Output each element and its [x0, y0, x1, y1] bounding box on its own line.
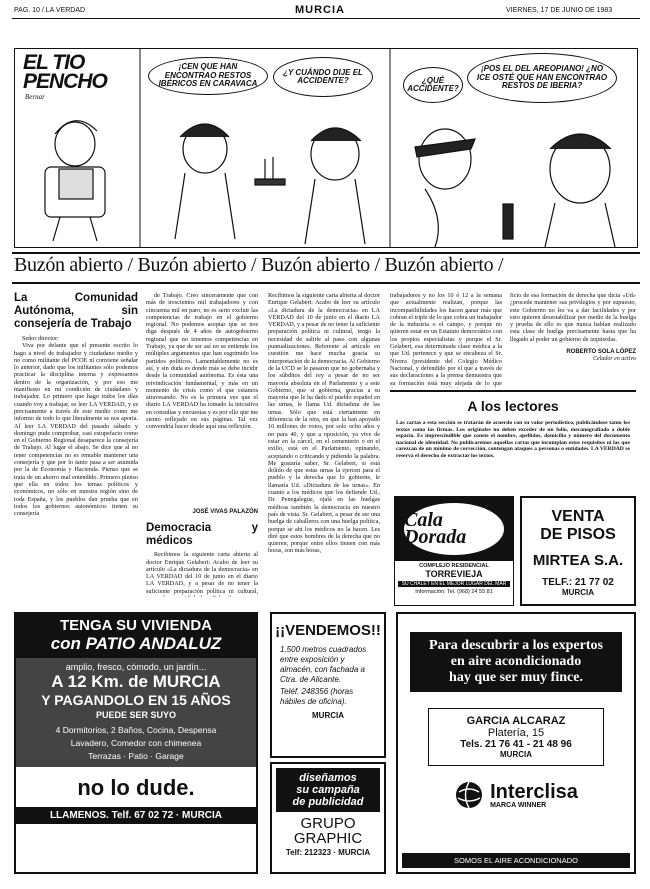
ad-grupo-name1: GRUPO: [300, 815, 356, 832]
comic-boy-figure: [45, 121, 105, 241]
letter2-column3: [268, 292, 380, 597]
ad-vivienda-line4: PUEDE SER SUYO: [95, 710, 177, 720]
ad-aire-street: Platería, 15: [487, 727, 545, 739]
letter2-body-col5: ficio de esa formación de derecha que dicta «Ud» ¿procede mantener sus privilegios y por supuesto, este Gobierno no les va a dar facilidades y por esto quieren desestabilizar por medio de la huelga y prueba de ello es que nunca habían realizado esta clase de huelga precisamente hasta que ha llegado al poder un gobierno de izquierdas.: [510, 292, 636, 343]
speech-bubble-4: ¡POS EL DEL AREOPIANO! ¿NO ICE OSTÉ QUE HAN ENCONTRAO RESTOS DE IBERIA?: [467, 53, 617, 103]
comic-title-line1: EL TIO: [23, 51, 85, 74]
globe-icon: [454, 780, 484, 810]
ad-vivienda-title1: TENGA SU VIVIENDA: [16, 614, 256, 634]
lectores-box: [390, 390, 636, 488]
ad-aire: [396, 612, 636, 874]
ad-vendemos-tel: Teléf. 248356 (horas hábiles de oficina).: [280, 687, 354, 706]
comic-strip: [14, 48, 638, 248]
speech-bubble-2: ¿Y CUÁNDO DIJE EL ACCIDENTE?: [273, 57, 373, 97]
speech-bubble-3: ¿QUÉ ACCIDENTE?: [403, 67, 463, 103]
ad-aire-brand-block: [490, 782, 578, 809]
ad-mirtea: [520, 496, 636, 606]
letter2-body-start: Recibimos la siguiente carta abierta al doctor Enrique Gelabert: Acabo de leer su artículo «La dictadura de la democracia» en LA VERDAD del 10 de junio en el diario LA VERDAD, y a pesar de no tener la suficiente preparación política ni cultural,: [146, 551, 258, 595]
ad-vivienda-title2: con PATIO ANDALUZ: [16, 634, 256, 658]
lectores-text: Las cartas a esta sección se tratarán de acuerdo con su valor periodístico, publicándose tanto los textos como las firmas. Los originales no deben exceder de un folio, mecanografiado a doble espacio. Es imprescindible que conste el nombre, apellidos, domicilio y número del documento nacional de identidad. No publicaremos aquellas cartas que incumplan estos requisitos ni las que carezcan de un mínimo de corrección, contengan ataques a personas o entidades. LA VERDAD se reserva el derecho de extractar los textos.: [396, 420, 630, 459]
letter1-headline: La Comunidad Autónoma, sin consejería de Trabajo: [14, 292, 138, 330]
ad-grupo-tag: [276, 768, 380, 812]
comic-title-line2: PENCHO: [23, 70, 107, 93]
ad-aire-title3: hay que ser muy fince.: [449, 670, 583, 685]
ad-aire-brand-row: [398, 780, 634, 810]
letter1-column2: [146, 292, 258, 597]
section-banner: Buzón abierto / Buzón abierto / Buzón abierto / Buzón abierto /: [14, 254, 504, 276]
ad-grupo-graphic: [270, 762, 386, 874]
lectores-title: A los lectores: [467, 398, 559, 414]
comic-panel3-figures: [415, 129, 615, 247]
letter1-body-part2: de Trabajo. Creo sinceramente que con más de trescientos mil trabajadores y con cincuenta mil en paro, no es serio excluir las competencias de trabajo en el gobierno regional. No podemos aceptar que se nos diga después de 4 años de autogobierno regional que no tenemos competencias en Trabajo, ya que de ser así no se entiende los múltiples argumentos que han esgrimido los partidos políticos. Lamentablemente no es así, y sin duda es donde más se debe incidir desde la comunidad autónoma. Es ésta una reivindicación fundamental, y más en un momento de crisis como el que estamos atravesando. No es la primera vez que el diario LA VERDAD ha tomado la iniciativa en consultas y encuestas y es por ello que me siento reflejado en sus páginas. Tal vez convendría hacer desde aquí una reflexión.: [146, 292, 258, 431]
ad-vivienda: [14, 612, 258, 874]
letter1-signature: JOSÉ VIVAS PALAZÓN: [192, 509, 258, 515]
ad-aire-footer: SOMOS EL AIRE ACONDICIONADO: [402, 853, 630, 868]
ad-vendemos: [270, 612, 386, 758]
ad-vivienda-body: [16, 658, 256, 767]
ad-aire-title2: en aire acondicionado: [450, 654, 582, 669]
ad-aire-brand: Interclisa: [490, 780, 578, 803]
ad-aire-tel: Tels. 21 76 41 - 21 48 96: [460, 739, 572, 750]
ad-grupo-tag2: su campaña: [296, 784, 360, 796]
letter2-headline: Democracia y médicos: [146, 522, 258, 548]
letter2-body-col4: trabajadores y no los 10 ó 12 a la semana que actualmente realizan, porque las incompatibilidades los hacen ganar más que cobran el triple de lo que cobra un trabajador de la industria o el campo, y porque no quieren estar en un Estatuto democrático con los propios especialistas y porque el Sr. Gelabert, esa determinada clase médica a la que Ud. pertenece y que se encabeza el Sr. Nivera (presidente del Colegio Médico Nacional, y defendido por el que a través de sus declaraciones a la prensa demuestra que su formación está muy alejada de lo que: [390, 292, 502, 387]
ad-aire-company: GARCIA ALCARAZ: [466, 715, 566, 727]
comic-men-figures: [175, 124, 365, 244]
ad-mirtea-line2: DE PISOS: [540, 526, 616, 543]
ad-vivienda-line2: A 12 Km. de MURCIA: [51, 672, 221, 691]
speech-bubble-1: ¡CEN QUE HAN ENCONTRAO RESTOS IBÉRICOS EN CARAVACA: [148, 57, 268, 95]
ad-aire-title-box: [410, 632, 622, 692]
ad-vivienda-contact: LLAMENOS. Telf. 67 02 72 · MURCIA: [16, 807, 256, 824]
ad-mirtea-line1: VENTA: [551, 508, 605, 525]
ad-vendemos-text: 1.500 metros cuadrados entre exposición y almacén, con fachada a Ctra. de Alicante.: [280, 645, 367, 684]
ad-cala-logo-bg: [395, 497, 513, 561]
ad-cala-dorada: [394, 496, 514, 606]
ad-vivienda-line1: amplio, fresco, cómodo, un jardín...: [65, 662, 207, 672]
ad-aire-brand-sub: MARCA WINNER: [490, 801, 547, 809]
ad-vivienda-slogan: no lo dude.: [77, 775, 195, 800]
ad-cala-info: Información: Tel. (968) 24 55 81: [415, 589, 493, 595]
ad-mirtea-tel: TELF.: 21 77 02: [542, 577, 614, 588]
ad-cala-sub: COMPLEJO RESIDENCIAL: [419, 563, 489, 569]
letter2-column5: [510, 292, 636, 388]
letter1-salutation: Señor director:: [22, 335, 59, 342]
ad-aire-contact-box: [428, 708, 604, 766]
letter2-signature: ROBERTO SOLA LÓPEZ: [566, 349, 636, 356]
ad-vivienda-line6: Lavadero, Comedor con chimenea: [70, 738, 202, 748]
banner-bottom-rule: [12, 282, 640, 284]
ad-grupo-name2: GRAPHIC: [293, 830, 363, 847]
comic-signature: Bernar: [25, 93, 45, 101]
ad-grupo-tag3: de publicidad: [292, 796, 364, 808]
ad-cala-place: TORREVIEJA: [425, 569, 483, 579]
letter2-column4: [390, 292, 502, 388]
page-label: PAG. 10 / LA VERDAD: [14, 7, 86, 14]
ad-cala-line: SU CHALET EN EL MEJOR LUGAR DEL MAR: [398, 581, 510, 587]
letter2-signature-note: Celador en activo: [593, 356, 636, 363]
letter1-column1: [14, 292, 138, 597]
ad-mirtea-name: MIRTEA S.A.: [532, 552, 624, 569]
ad-vendemos-title: ¡¡VENDEMOS!!: [275, 622, 381, 639]
letter1-body-part1: Viva por delante que el presente escrito lo hago a nivel de trabajador y ciudadano medio y no como militante del PCOE ni conviene señalar lo anterior, dado que los militantes sólo podemos practicar la disciplina interna y expresarnos dentro de la organización, y por eso me manifiesto en mi condición de ciudadano y trabajador. Lo primero que hago todos los días cuando voy a trabajar, es leer LA VERDAD, y es precisamente a través de este medio como me informo de todo lo que literalmente se nos aporta. Al leer LA VERDAD del pasado sábado y domingo pude comprobar, casi estupefacto como en el Gobierno Regional desaparece la consejería de Trabajo. Al lugar el abajo. Se dice que al no tener competencias no es rentable mantener una consejería y que por lo tanto pasa a ser asumida por la de Economía y Hacienda. Pienso que se trata de un ahorro mal entendido. Primero pienso que ella en todos los temas políticos y económicos, no sólo en nuestra región sino de toda España, y los pueblos dan prueba que en todos los gobiernos autonómicos tienen su consejería: [14, 342, 138, 518]
ad-mirtea-city: MURCIA: [562, 588, 594, 597]
ad-grupo-tag1: diseñamos: [299, 772, 357, 784]
ad-grupo-tel: Telf: 212323 · MURCIA: [285, 848, 371, 857]
ad-aire-city: MURCIA: [500, 750, 532, 759]
ad-vivienda-line3: Y PAGANDOLO EN 15 AÑOS: [41, 692, 231, 708]
ad-aire-title1: Para descubrir a los expertos: [429, 638, 603, 653]
page-date: VIERNES, 17 DE JUNIO DE 1983: [506, 7, 613, 14]
header-rule: [12, 18, 640, 19]
letter2-body-continued: Recibimos la siguiente carta abierta al doctor Enrique Gelabert: Acabo de leer su artículo «La dictadura de la democracia» en LA VERDAD del 10 de junio en el diario LA VERDAD, y a pesar de no tener la suficiente preparación política ni cultural, tengo la necesidad de salirle al paso con algunas puntualizaciones. Referente al artículo en cuestión me hace mucha gracia su interpretación de la democracia. Al Gobierno de la UCD se le pasaron que no gobernaba y los súbditos del rey a pesar de no ser mayoría absoluta en el Parlamento y a este Gobierno, que si gobierna, gracias a su mayoría que le ha dado el pueblo español en las urnas, le llama Ud. dictadura de las urnas. Sólo que está ciertamente en diferencia de la otra, en que la han apoyado 10 millones de votos, por solo ocho años y no para 40, y que a oposición, ya vive de estar en la cárcel, en el cementerio o en el exilio, está en el Parlamento, opinando, aceptando o criticando y pidiendo la palabra. Me gustaría saber, Sr. Gelabert, si está dolido de que estas urnas la ejercen para el pueblo y la derecha que lo gobierne, le llamaría Ud. «Dictadura de las urnas». En cuanto a los médicos que los defiende Ud., Dr. Penegalegue, ojalá en las huelgas médicas también la democracia en nuestro país de vista. Sr. Gelabert, a pesar de ser una huelga de caballeros con una huelga política, porque se ahí los médicos no la hacen. Les diré que estos hombres de la derecha que no quieren, porque entre ellos tienen con más horas, son más horas,: [268, 292, 380, 555]
page-section-title: MURCIA: [295, 4, 345, 16]
ad-vivienda-line7: Terrazas · Patio · Garage: [88, 751, 184, 761]
ad-cala-name: Cala Dorada: [404, 503, 504, 555]
ad-vivienda-line5: 4 Dormitorios, 2 Baños, Cocina, Despensa: [55, 725, 217, 735]
ad-vendemos-city: MURCIA: [312, 711, 344, 720]
